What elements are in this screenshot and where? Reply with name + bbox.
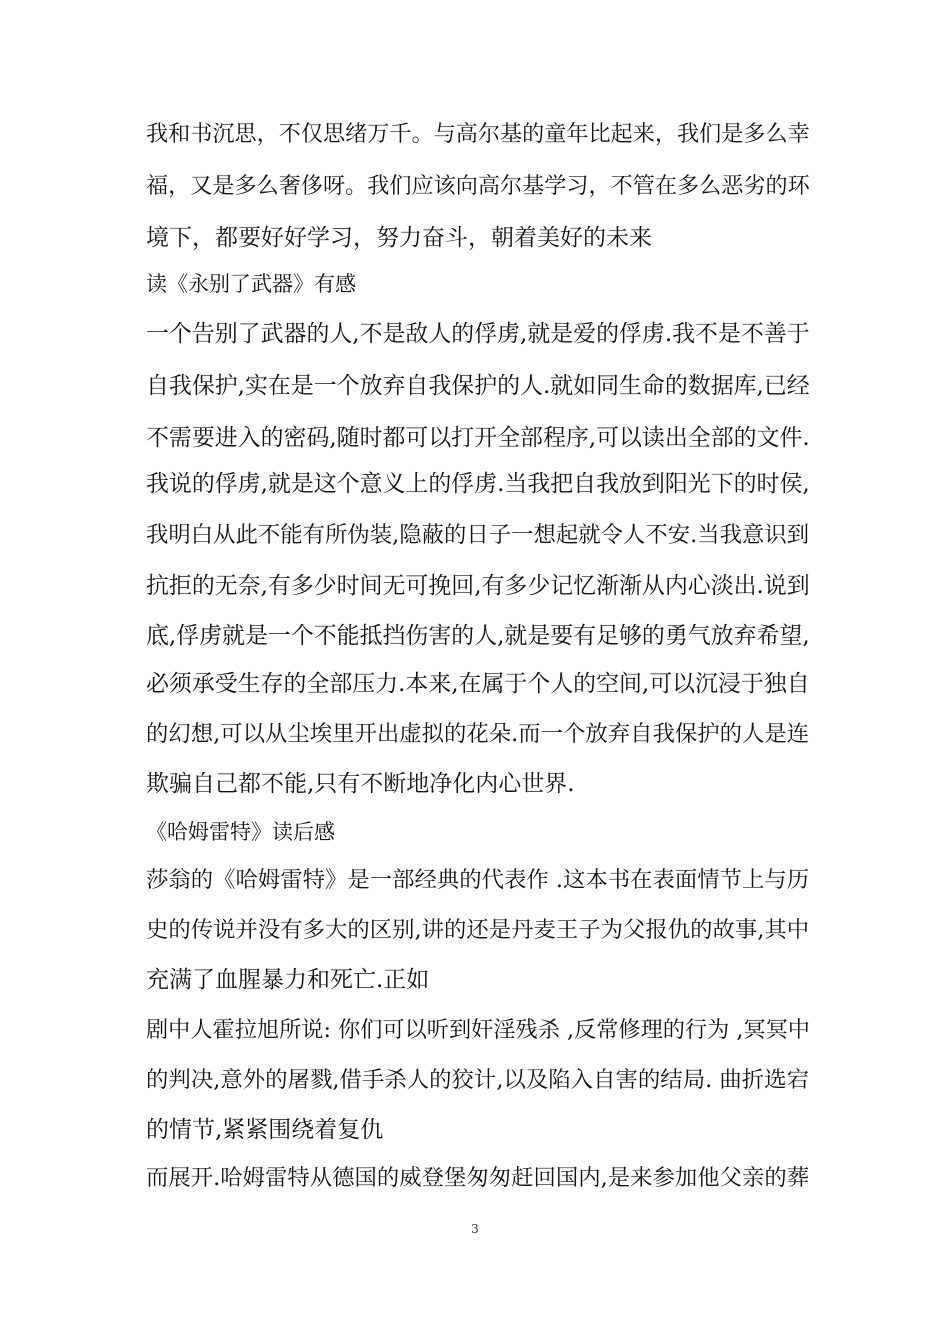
text-line-2: 福，又是多么奢侈呀。我们应该向高尔基学习，不管在多么恶劣的环	[146, 173, 810, 199]
text-line-20: 的判决,意外的屠戮,借手杀人的狡计,以及陷入自害的结局. 曲折选宕	[146, 1067, 809, 1093]
text-line-17: 史的传说并没有多大的区别,讲的还是丹麦王子为父报仇的故事,其中	[146, 917, 810, 943]
text-line-12: 必须承受生存的全部压力.本来,在属于个人的空间,可以沉浸于独自	[146, 671, 810, 697]
text-line-5: 一个告别了武器的人,不是敌人的俘虏,就是爱的俘虏.我不是不善于	[146, 321, 810, 347]
text-line-9: 我明白从此不能有所伪装,隐蔽的日子一想起就令人不安.当我意识到	[146, 522, 810, 548]
text-line-14: 欺骗自己都不能,只有不断地净化内心世界.	[146, 771, 575, 797]
text-line-19: 剧中人霍拉旭所说: 你们可以听到奸淫残杀 ,反常修理的行为 ,冥冥中	[146, 1017, 810, 1043]
text-line-13: 的幻想,可以从尘埃里开出虚拟的花朵.而一个放弃自我保护的人是连	[146, 721, 810, 747]
text-line-22: 而展开.哈姆雷特从德国的威登堡匆匆赶回国内,是来参加他父亲的葬	[146, 1165, 810, 1191]
section-heading-farewell-to-arms: 读《永别了武器》有感	[146, 272, 356, 296]
page-number: 3	[471, 1222, 479, 1236]
text-line-21: 的情节,紧紧围绕着复仇	[146, 1117, 384, 1143]
text-line-7: 不需要进入的密码,随时都可以打开全部程序,可以读出全部的文件.	[146, 425, 810, 451]
text-line-1: 我和书沉思，不仅思绪万千。与高尔基的童年比起来，我们是多么幸	[146, 121, 810, 147]
text-line-16: 莎翁的《哈姆雷特》是一部经典的代表作 .这本书在表面情节上与历	[146, 867, 810, 893]
text-line-3: 境下，都要好好学习，努力奋斗，朝着美好的未来	[146, 225, 652, 251]
text-line-6: 自我保护,实在是一个放弃自我保护的人.就如同生命的数据库,已经	[146, 373, 810, 399]
text-line-10: 抗拒的无奈,有多少时间无可挽回,有多少记忆渐渐从内心淡出.说到	[146, 573, 810, 599]
section-heading-hamlet: 《哈姆雷特》读后感	[146, 820, 335, 844]
text-line-18: 充满了血腥暴力和死亡.正如	[146, 967, 430, 993]
text-line-11: 底,俘虏就是一个不能抵挡伤害的人,就是要有足够的勇气放弃希望,	[146, 623, 810, 649]
text-line-8: 我说的俘虏,就是这个意义上的俘虏.当我把自我放到阳光下的时侯,	[146, 471, 810, 497]
